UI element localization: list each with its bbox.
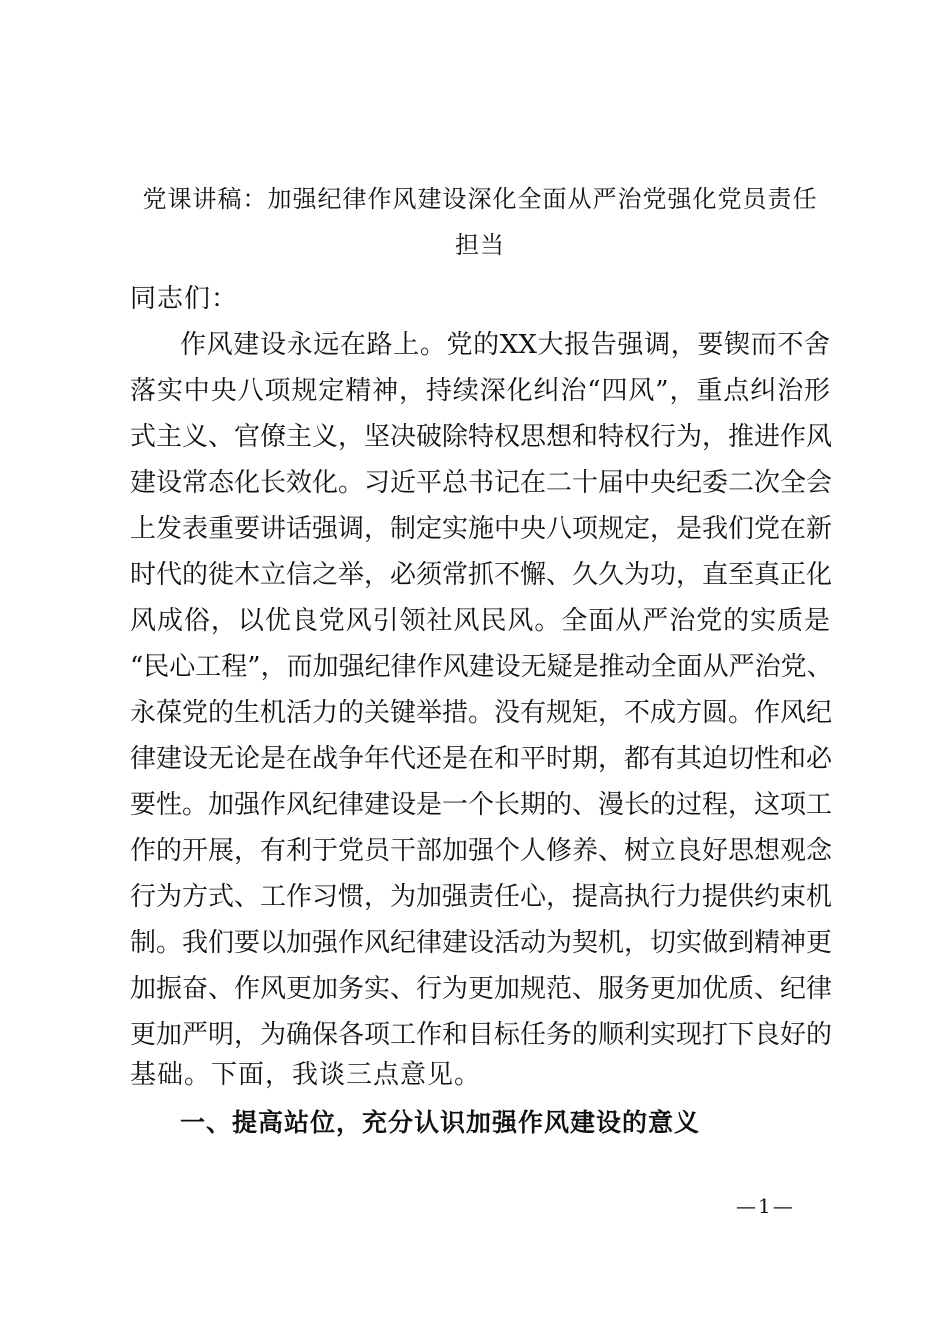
document-title-line-1: 党课讲稿：加强纪律作风建设深化全面从严治党强化党员责任 xyxy=(142,185,818,213)
paragraph-line: 建设常态化长效化。习近平总书记在二十届中央纪委二次全会 xyxy=(130,468,833,498)
paragraph-line: 更加严明，为确保各项工作和目标任务的顺利实现打下良好的 xyxy=(130,1020,833,1050)
paragraph-line: 落实中央八项规定精神，持续深化纠治“四风”，重点纠治形 xyxy=(130,376,830,406)
paragraph-line: 时代的徙木立信之举，必须常抓不懈、久久为功，直至真正化 xyxy=(130,560,833,590)
paragraph-line: 风成俗，以优良党风引领社风民风。全面从严治党的实质是 xyxy=(130,606,830,636)
paragraph-line: 制。我们要以加强作风纪律建设活动为契机，切实做到精神更 xyxy=(130,928,833,958)
page-number: —1— xyxy=(736,1194,795,1218)
document-title-line-2: 担当 xyxy=(455,231,505,259)
paragraph-line: 上发表重要讲话强调，制定实施中央八项规定，是我们党在新 xyxy=(130,514,833,544)
salutation: 同志们： xyxy=(130,284,239,314)
paragraph-line: 行为方式、工作习惯，为加强责任心，提高执行力提供约束机 xyxy=(130,882,833,912)
paragraph-line: 永葆党的生机活力的关键举措。没有规矩，不成方圆。作风纪 xyxy=(130,698,833,728)
paragraph-line: 作的开展，有利于党员干部加强个人修养、树立良好思想观念 xyxy=(130,836,833,866)
paragraph-line: 基础。下面，我谈三点意见。 xyxy=(130,1060,482,1090)
paragraph-line: 作风建设永远在路上。党的XX大报告强调，要锲而不舍 xyxy=(180,330,830,360)
paragraph-line: 律建设无论是在战争年代还是在和平时期，都有其迫切性和必 xyxy=(130,744,833,774)
paragraph-line: 式主义、官僚主义，坚决破除特权思想和特权行为，推进作风 xyxy=(130,422,833,452)
section-heading: 一、提高站位，充分认识加强作风建设的意义 xyxy=(180,1108,701,1137)
paragraph-line: 加振奋、作风更加务实、行为更加规范、服务更加优质、纪律 xyxy=(130,974,833,1004)
paragraph-line: “民心工程”，而加强纪律作风建设无疑是推动全面从严治党、 xyxy=(130,652,833,682)
paragraph-line: 要性。加强作风纪律建设是一个长期的、漫长的过程，这项工 xyxy=(130,790,833,820)
